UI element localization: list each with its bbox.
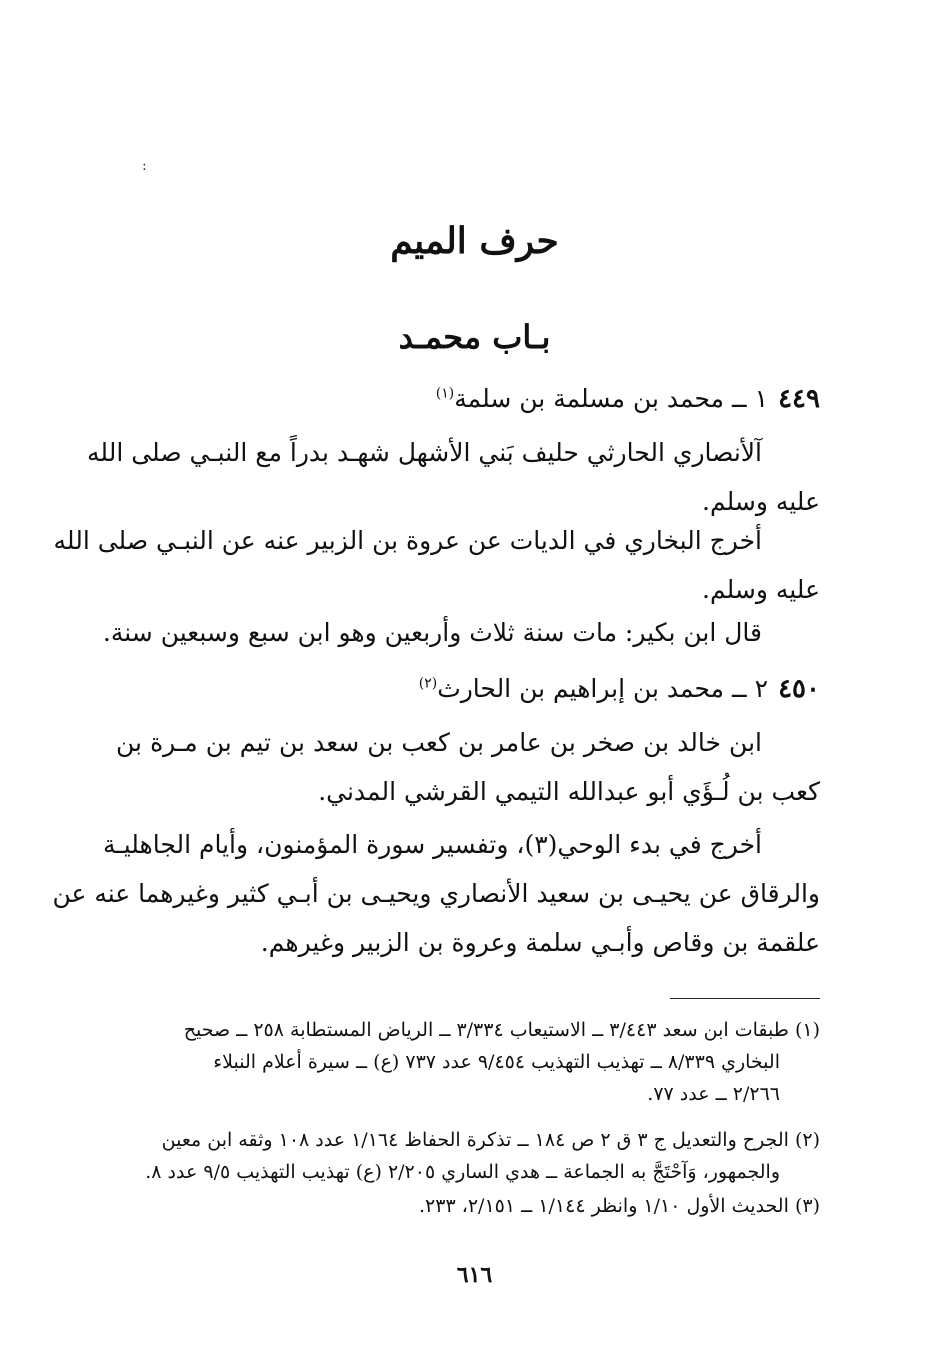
page-speck: :: [142, 158, 147, 174]
footnote-marker: (٢): [794, 1129, 820, 1151]
chapter-title: حرف الميم: [390, 220, 559, 262]
footnote-ref: (١): [435, 385, 455, 402]
entry-number: ٤٤٩: [778, 384, 820, 414]
section-title: بـاب محمـد: [398, 318, 551, 356]
footnote-line: (١) طبقات ابن سعد ٣/٤٤٣ ــ الاستيعاب ٣/٣٣٤ ــ الرياض المستطابة ٢٥٨ ــ صحيح: [183, 1019, 820, 1041]
text-line: أخرج البخاري في الديات عن عروة بن الزبير عنه عن النبـي صلى الله: [53, 526, 762, 555]
footnote-line: (٣) الحديث الأول ١/١٠ وانظر ١/١٤٤ ــ ٢/١٥١، ٢٣٣.: [419, 1195, 820, 1217]
text-line: آلأنصاري الحارثي حليف بَني الأشهل شهـد بدراً مع النبـي صلى الله: [87, 438, 762, 467]
footnote-marker: (٣): [794, 1195, 820, 1217]
text-line: عليه وسلم.: [702, 487, 820, 516]
footnote-line: والجمهور، وَآحْتَجَّ به الجماعة ــ هدي الساري ٢/٢٠٥ (ع) تهذيب التهذيب ٩/٥ عدد ٨.: [145, 1161, 780, 1183]
entry-title: ٢ ــ محمد بن إبراهيم بن الحارث$^{(٢)}$: [418, 674, 768, 703]
paragraph: [53, 516, 820, 614]
footnote-marker: (١): [794, 1019, 820, 1041]
footnote: [116, 1190, 820, 1222]
entry-title: ١ ــ محمد بن مسلمة بن سلمة$^{(١)}$: [435, 384, 768, 413]
text-line: والرقاق عن يحيـى بن سعيد الأنصاري ويحيـى بن أبـي كثير وغيرهما عنه عن: [52, 879, 820, 908]
paragraph: [116, 718, 820, 816]
entry-heading: [300, 384, 820, 424]
footnote-line: البخاري ٨/٣٣٩ ــ تهذيب التهذيب ٩/٤٥٤ عدد ٧٣٧ (ع) ــ سيرة أعلام النبلاء: [213, 1051, 780, 1073]
text-line: عليه وسلم.: [702, 575, 820, 604]
footnote-line: (٢) الجرح والتعديل ج ٣ ق ٢ ص ١٨٤ ــ تذكرة الحفاظ ١/١٦٤ عدد ١٠٨ وثقه ابن معين: [161, 1129, 820, 1151]
footnote: [116, 1014, 820, 1110]
page-number: ٦١٦: [456, 1262, 493, 1288]
text-line: كعب بن لُـؤَي أبو عبدالله التيمي القرشي المدني.: [318, 777, 820, 806]
footnote: [116, 1124, 820, 1188]
text-line: ابن خالد بن صخر بن عامر بن كعب بن سعد بن تيم بن مـرة بن: [116, 728, 762, 757]
paragraph: [87, 428, 820, 526]
text-line: قال ابن بكير: مات سنة ثلاث وأربعين وهو ابن سبع وسبعين سنة.: [102, 618, 762, 647]
entry-number: ٤٥٠: [778, 674, 820, 704]
footnote-line: ٢/٢٦٦ ــ عدد ٧٧.: [647, 1083, 780, 1105]
footnote-ref: (٢): [418, 675, 438, 692]
paragraph: [52, 820, 820, 967]
paragraph: [102, 608, 820, 657]
text-line: أخرج في بدء الوحي(٣)، وتفسير سورة المؤمنون، وأيام الجاهليـة: [102, 830, 762, 859]
footnote-divider: [670, 998, 820, 999]
entry-heading: [300, 674, 820, 714]
text-line: علقمة بن وقاص وأبـي سلمة وعروة بن الزبير وغيرهم.: [260, 928, 820, 957]
